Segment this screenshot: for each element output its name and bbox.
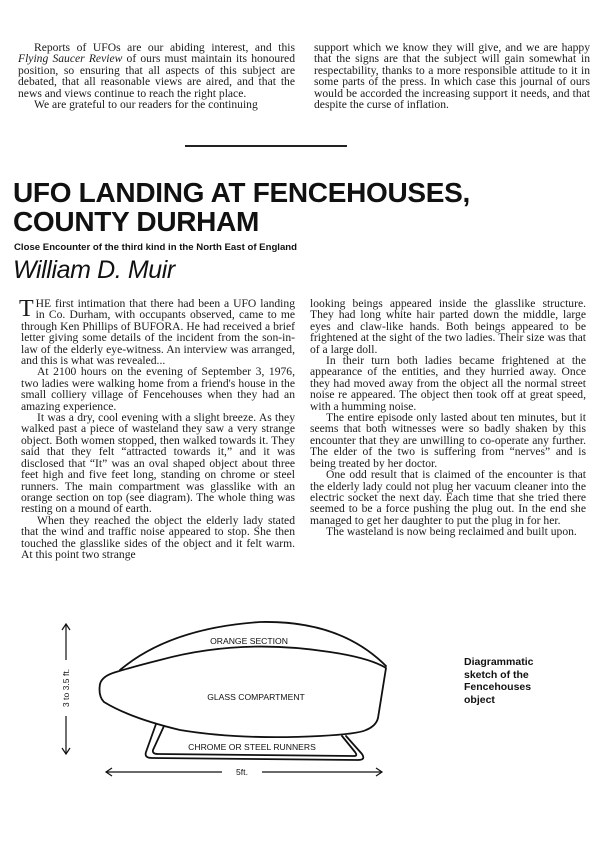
article-column-left <box>21 298 295 560</box>
caption-line: sketch of the <box>464 668 529 681</box>
label-height: 3 to 3.5 ft. <box>61 668 71 708</box>
caption-line: Diagrammatic <box>464 656 534 668</box>
article-title <box>13 178 593 236</box>
article-subtitle: Close Encounter of the third kind in the North East of England <box>14 242 298 253</box>
article-paragraph: When they reached the object the elderly lady stated that the wind and traffic noise appeared to stop. She then touched the glasslike sides of the object and it felt warm. At this point two strange <box>21 513 295 561</box>
article-title-line: COUNTY DURHAM <box>13 206 260 237</box>
editorial-paragraph: We are grateful to our readers for the continuing <box>34 98 258 112</box>
label-glass-compartment: GLASS COMPARTMENT <box>207 692 305 702</box>
article-paragraph: The wasteland is now being reclaimed and built upon. <box>326 525 577 539</box>
ufo-sketch-diagram <box>40 600 440 800</box>
article-column-right <box>310 298 586 538</box>
journal-name: Flying Saucer Review <box>18 52 123 66</box>
editorial-text: Reports of UFOs are our abiding interest, and this <box>34 41 295 54</box>
article-text: HE first intimation that there had been a UFO landing in Co. Durham, with occupants observed, came to me through Ken Phillips of BUFORA. He had received a brief letter giving some details of the incident from the son-in-law of the elderly eye-witness. An interview was arranged, and this is what was revealed... <box>21 297 295 368</box>
article-title-line: UFO LANDING AT FENCEHOUSES, <box>13 177 471 208</box>
label-width: 5ft. <box>236 767 248 777</box>
editorial-column-left <box>18 42 295 110</box>
article-paragraph <box>21 298 295 366</box>
author-byline: William D. Muir <box>13 256 175 284</box>
drop-cap: T <box>19 296 34 322</box>
article-paragraph: The entire episode only lasted about ten minutes, but it seems that both witnesses were so badly shaken by this encounter that they are unwilling to co-operate any further. The elder of the two is suffering from “nerves” and is being treated by her doctor. <box>310 411 586 470</box>
editorial-text: of ours must maintain its honoured position, so ensuring that all aspects of this subject are debated, that all reasonable views are aired, and that the news and views continue to reach the right place. <box>18 52 295 100</box>
section-divider <box>185 145 347 147</box>
label-runners: CHROME OR STEEL RUNNERS <box>188 742 316 752</box>
caption-line: object <box>464 693 495 706</box>
caption-line: Fencehouses <box>464 681 532 693</box>
editorial-paragraph: support which we know they will give, and we are happy that the signs are that the subject will gain somewhat in respectability, thanks to a more responsible attitude to it in some parts of the press. In which case this journal of ours would be accorded the increasing support it needs, and that despite the curse of inflation. <box>314 41 590 112</box>
label-orange-section: ORANGE SECTION <box>210 636 288 646</box>
article-paragraph: At 2100 hours on the evening of September 3, 1976, two ladies were walking home from a friend's house in the small colliery village of Fencehouses when they had an amazing experience. <box>21 365 295 413</box>
diagram-caption <box>464 656 533 706</box>
editorial-paragraph <box>18 42 295 99</box>
article-paragraph: One odd result that is claimed of the encounter is that the elderly lady could not plug her vacuum cleaner into the electric socket the next day. Each time that she tried there seemed to be a force pushing the plug out. In the end she managed to get her daughter to put the plug in for her. <box>310 468 586 527</box>
article-paragraph: It was a dry, cool evening with a slight breeze. As they walked past a piece of wasteland they saw a very strange object. Both women stopped, then walked towards it. They said that they felt “attracted towards it,” and it was disclosed that “It” was an oval shaped object about three feet high and five feet long, standing on chrome or steel runners. The main compartment was glasslike with an orange section on top (see diagram). The whole thing was resting on a mound of earth. <box>21 411 295 516</box>
editorial-column-right <box>314 42 590 110</box>
article-paragraph: looking beings appeared inside the glasslike structure. They had long white hair parted down the middle, large eyes and claw-like hands. Both beings appeared to be frightened at the sight of the two ladies. Their size was that of a large doll. <box>310 297 586 356</box>
article-paragraph: In their turn both ladies became frightened at the appearance of the entities, and they hurried away. Once they had moved away from the object all the normal street noise re appeared. The object then took off at great speed, with a humming noise. <box>310 354 586 413</box>
